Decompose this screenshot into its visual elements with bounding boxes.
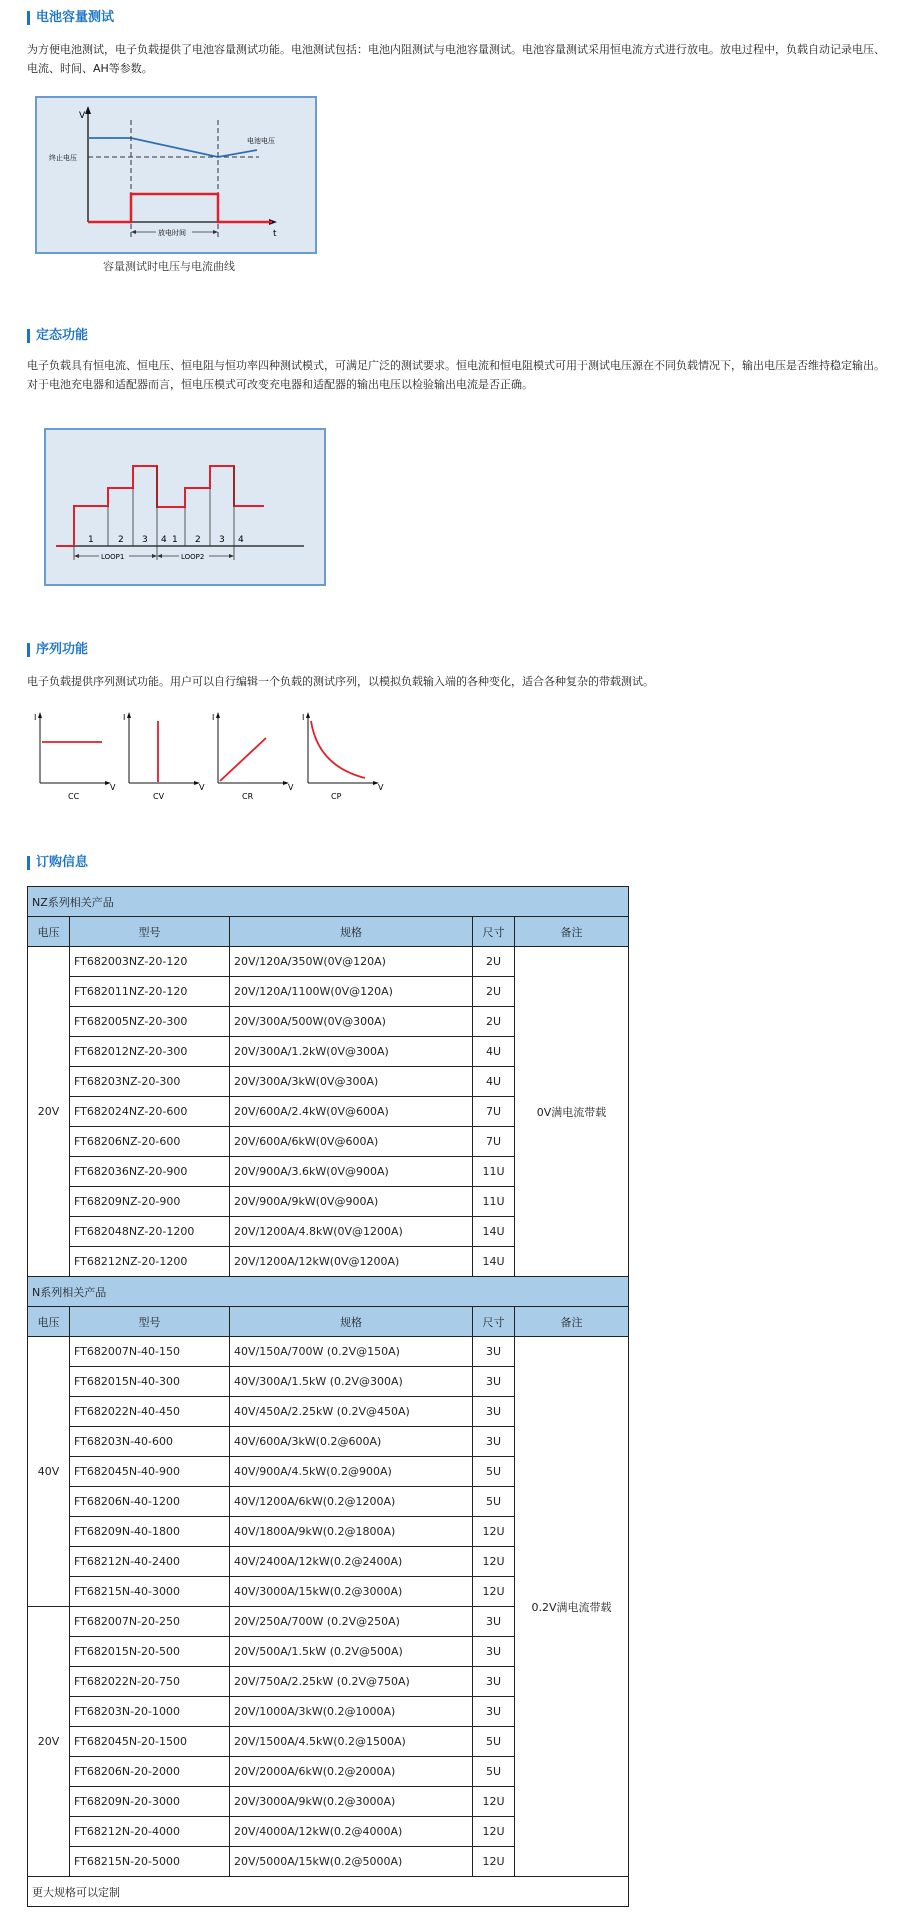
spec-cell: 20V/600A/6kW(0V@600A) — [230, 1127, 473, 1157]
spec-cell: 20V/250A/700W (0.2V@250A) — [230, 1607, 473, 1637]
header-model: 型号 — [70, 917, 230, 947]
model-cell: FT682015N-40-300 — [70, 1367, 230, 1397]
model-cell: FT682015N-20-500 — [70, 1637, 230, 1667]
model-cell: FT68209N-20-3000 — [70, 1787, 230, 1817]
step-label: 4 — [161, 535, 167, 545]
spec-cell: 20V/1200A/12kW(0V@1200A) — [230, 1247, 473, 1277]
spec-cell: 40V/3000A/15kW(0.2@3000A) — [230, 1577, 473, 1607]
sequence-section-title: 序列功能 — [27, 643, 88, 657]
model-cell: FT68212NZ-20-1200 — [70, 1247, 230, 1277]
t-label: t — [273, 229, 277, 239]
size-cell: 2U — [473, 947, 515, 977]
header-model: 型号 — [70, 1307, 230, 1337]
header-spec: 规格 — [230, 917, 473, 947]
size-cell: 3U — [473, 1637, 515, 1667]
n-note-cell: 0.2V满电流带载 — [515, 1337, 629, 1877]
battery-voltage-label: 电池电压 — [247, 137, 275, 145]
cc-curve — [34, 712, 116, 801]
battery-description: 为方便电池测试，电子负载提供了电池容量测试功能。电池测试包括：电池内阻测试与电池容量测试。电池容量测试采用恒电流方式进行放电。放电过程中，负载自动记录电压、电流、时间、AH等参数。 — [27, 43, 885, 75]
model-cell: FT68206NZ-20-600 — [70, 1127, 230, 1157]
size-cell: 12U — [473, 1787, 515, 1817]
loop2-label: LOOP2 — [181, 553, 205, 561]
battery-capacity-figure — [35, 96, 317, 254]
size-cell: 3U — [473, 1697, 515, 1727]
size-cell: 7U — [473, 1127, 515, 1157]
footer-row — [28, 1877, 629, 1907]
step-label: 1 — [88, 535, 94, 545]
ordering-section-title: 订购信息 — [27, 856, 88, 870]
spec-cell: 20V/3000A/9kW(0.2@3000A) — [230, 1787, 473, 1817]
step-label: 2 — [118, 535, 124, 545]
model-cell: FT682005NZ-20-300 — [70, 1007, 230, 1037]
size-cell: 12U — [473, 1517, 515, 1547]
table-row — [28, 947, 629, 977]
size-cell: 3U — [473, 1397, 515, 1427]
model-cell: FT68206N-20-2000 — [70, 1757, 230, 1787]
header-note: 备注 — [515, 1307, 629, 1337]
n-series-caption-row — [28, 1277, 629, 1307]
model-cell: FT682022N-40-450 — [70, 1397, 230, 1427]
header-voltage: 电压 — [28, 1307, 70, 1337]
dynamic-section-title: 定态功能 — [27, 329, 88, 343]
model-cell: FT68212N-20-4000 — [70, 1817, 230, 1847]
discharge-time-label: 放电时间 — [158, 229, 186, 237]
cutoff-label: 终止电压 — [49, 154, 77, 162]
size-cell: 3U — [473, 1667, 515, 1697]
size-cell: 7U — [473, 1097, 515, 1127]
n20-voltage-cell: 20V — [28, 1607, 70, 1877]
model-cell: FT682007N-20-250 — [70, 1607, 230, 1637]
spec-cell: 20V/300A/1.2kW(0V@300A) — [230, 1037, 473, 1067]
spec-cell: 20V/1500A/4.5kW(0.2@1500A) — [230, 1727, 473, 1757]
cv-curve — [123, 712, 205, 801]
cr-label: CR — [242, 792, 254, 801]
step-label: 2 — [195, 535, 201, 545]
cp-curve — [302, 712, 384, 801]
svg-text:I: I — [302, 713, 305, 722]
spec-cell: 20V/900A/3.6kW(0V@900A) — [230, 1157, 473, 1187]
model-cell: FT68203NZ-20-300 — [70, 1067, 230, 1097]
step-label: 4 — [238, 535, 244, 545]
header-spec: 规格 — [230, 1307, 473, 1337]
size-cell: 12U — [473, 1577, 515, 1607]
model-cell: FT68209NZ-20-900 — [70, 1187, 230, 1217]
svg-text:I: I — [123, 713, 126, 722]
cv-label: CV — [153, 792, 165, 801]
model-cell: FT68209N-40-1800 — [70, 1517, 230, 1547]
model-cell: FT682007N-40-150 — [70, 1337, 230, 1367]
size-cell: 14U — [473, 1217, 515, 1247]
model-cell: FT682012NZ-20-300 — [70, 1037, 230, 1067]
size-cell: 12U — [473, 1847, 515, 1877]
model-cell: FT682022N-20-750 — [70, 1667, 230, 1697]
nz-series-caption-row — [28, 887, 629, 917]
spec-cell: 20V/2000A/6kW(0.2@2000A) — [230, 1757, 473, 1787]
size-cell: 4U — [473, 1067, 515, 1097]
spec-cell: 20V/1200A/4.8kW(0V@1200A) — [230, 1217, 473, 1247]
model-cell: FT68215N-20-5000 — [70, 1847, 230, 1877]
battery-section-title: 电池容量测试 — [27, 11, 114, 25]
spec-cell: 20V/120A/1100W(0V@120A) — [230, 977, 473, 1007]
model-cell: FT68206N-40-1200 — [70, 1487, 230, 1517]
model-cell: FT68215N-40-3000 — [70, 1577, 230, 1607]
step-label: 1 — [172, 535, 178, 545]
header-note: 备注 — [515, 917, 629, 947]
loop-figure — [44, 428, 326, 586]
svg-text:I: I — [212, 713, 215, 722]
loop1-label: LOOP1 — [101, 553, 125, 561]
svg-text:V: V — [378, 783, 384, 792]
mode-curves — [30, 708, 390, 803]
nz-series-caption: NZ系列相关产品 — [28, 887, 629, 917]
size-cell: 11U — [473, 1157, 515, 1187]
spec-cell: 40V/2400A/12kW(0.2@2400A) — [230, 1547, 473, 1577]
model-cell: FT682003NZ-20-120 — [70, 947, 230, 977]
nz-note-cell: 0V满电流带载 — [515, 947, 629, 1277]
spec-cell: 20V/300A/3kW(0V@300A) — [230, 1067, 473, 1097]
step-label: 3 — [219, 535, 225, 545]
spec-cell: 40V/1800A/9kW(0.2@1800A) — [230, 1517, 473, 1547]
table-footer-note: 更大规格可以定制 — [28, 1877, 629, 1907]
size-cell: 3U — [473, 1607, 515, 1637]
v-label: V — [79, 111, 86, 121]
model-cell: FT68203N-20-1000 — [70, 1697, 230, 1727]
spec-cell: 20V/600A/2.4kW(0V@600A) — [230, 1097, 473, 1127]
cp-label: CP — [331, 792, 342, 801]
size-cell: 3U — [473, 1337, 515, 1367]
sequence-description: 电子负载提供序列测试功能。用户可以自行编辑一个负载的测试序列，以模拟负载输入端的各种变化，适合各种复杂的带载测试。 — [27, 675, 654, 688]
size-cell: 14U — [473, 1247, 515, 1277]
spec-cell: 20V/750A/2.25kW (0.2V@750A) — [230, 1667, 473, 1697]
size-cell: 12U — [473, 1547, 515, 1577]
spec-cell: 20V/900A/9kW(0V@900A) — [230, 1187, 473, 1217]
battery-figure-caption: 容量测试时电压与电流曲线 — [103, 260, 235, 273]
step-label: 3 — [142, 535, 148, 545]
spec-cell: 20V/1000A/3kW(0.2@1000A) — [230, 1697, 473, 1727]
nz-header-row — [28, 917, 629, 947]
size-cell: 5U — [473, 1457, 515, 1487]
header-size: 尺寸 — [473, 1307, 515, 1337]
spec-cell: 20V/300A/500W(0V@300A) — [230, 1007, 473, 1037]
n-series-caption: N系列相关产品 — [28, 1277, 629, 1307]
size-cell: 12U — [473, 1817, 515, 1847]
size-cell: 2U — [473, 1007, 515, 1037]
spec-cell: 20V/500A/1.5kW (0.2V@500A) — [230, 1637, 473, 1667]
spec-cell: 40V/150A/700W (0.2V@150A) — [230, 1337, 473, 1367]
size-cell: 5U — [473, 1757, 515, 1787]
ordering-table — [27, 886, 629, 1907]
model-cell: FT68212N-40-2400 — [70, 1547, 230, 1577]
spec-cell: 40V/900A/4.5kW(0.2@900A) — [230, 1457, 473, 1487]
svg-text:V: V — [199, 783, 205, 792]
nz-voltage-cell: 20V — [28, 947, 70, 1277]
model-cell: FT68203N-40-600 — [70, 1427, 230, 1457]
spec-cell: 20V/5000A/15kW(0.2@5000A) — [230, 1847, 473, 1877]
size-cell: 2U — [473, 977, 515, 1007]
spec-cell: 40V/600A/3kW(0.2@600A) — [230, 1427, 473, 1457]
svg-text:I: I — [34, 713, 37, 722]
cr-curve — [212, 712, 294, 801]
size-cell: 3U — [473, 1367, 515, 1397]
size-cell: 5U — [473, 1727, 515, 1757]
model-cell: FT682024NZ-20-600 — [70, 1097, 230, 1127]
model-cell: FT682036NZ-20-900 — [70, 1157, 230, 1187]
dynamic-description: 电子负载具有恒电流、恒电压、恒电阻与恒功率四种测试模式，可满足广泛的测试要求。恒电流和恒电阻模式可用于测试电压源在不同负载情况下，输出电压是否维持稳定输出。对于电池充电器和适配器而言，恒电压模式可改变充电器和适配器的输出电压以检验输出电流是否正确。 — [27, 359, 885, 391]
size-cell: 3U — [473, 1427, 515, 1457]
cc-label: CC — [68, 792, 80, 801]
spec-cell: 20V/120A/350W(0V@120A) — [230, 947, 473, 977]
model-cell: FT682045N-20-1500 — [70, 1727, 230, 1757]
header-voltage: 电压 — [28, 917, 70, 947]
spec-cell: 20V/4000A/12kW(0.2@4000A) — [230, 1817, 473, 1847]
svg-text:V: V — [110, 783, 116, 792]
table-row — [28, 1337, 629, 1367]
spec-cell: 40V/1200A/6kW(0.2@1200A) — [230, 1487, 473, 1517]
n40-voltage-cell: 40V — [28, 1337, 70, 1607]
model-cell: FT682011NZ-20-120 — [70, 977, 230, 1007]
model-cell: FT682048NZ-20-1200 — [70, 1217, 230, 1247]
header-size: 尺寸 — [473, 917, 515, 947]
spec-cell: 40V/450A/2.25kW (0.2V@450A) — [230, 1397, 473, 1427]
spec-cell: 40V/300A/1.5kW (0.2V@300A) — [230, 1367, 473, 1397]
size-cell: 4U — [473, 1037, 515, 1067]
n-header-row — [28, 1307, 629, 1337]
model-cell: FT682045N-40-900 — [70, 1457, 230, 1487]
size-cell: 11U — [473, 1187, 515, 1217]
svg-text:V: V — [288, 783, 294, 792]
size-cell: 5U — [473, 1487, 515, 1517]
